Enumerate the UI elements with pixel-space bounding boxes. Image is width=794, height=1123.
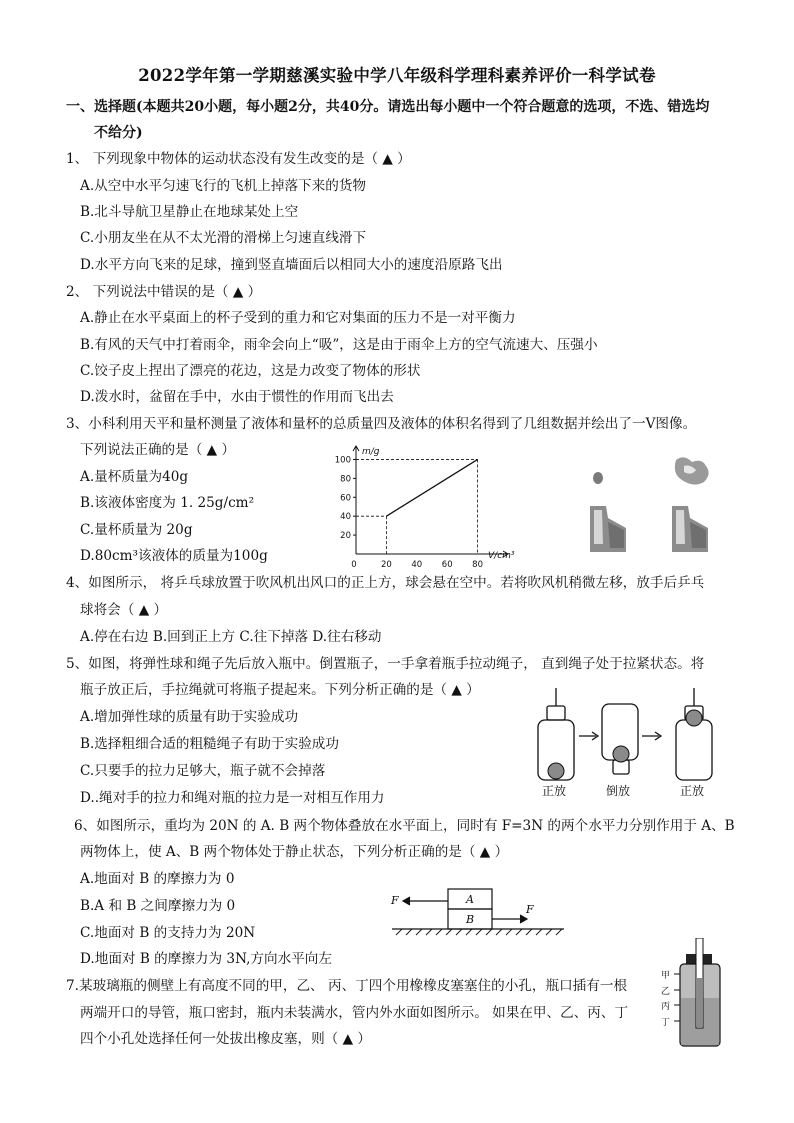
- photo-right: [672, 457, 709, 552]
- q6-option-b: B.A 和 B 之间摩擦力为 0: [80, 898, 236, 914]
- q6-option-a: A.地面对 B 的摩擦力为 0: [80, 871, 235, 887]
- glass-bottle-figure: [660, 938, 730, 1048]
- q6-stem-cont: 两物体上，使 A、B 两个物体处于静止状态，下列分析正确的是（ ▲ ）: [80, 844, 509, 860]
- hole-label: 丁: [661, 1018, 671, 1028]
- q3-stem: 3、小科利用天平和量杯测量了液体和量杯的总质量四及液体的体积名得到了几组数据并绘出了一V图像。: [66, 416, 697, 432]
- bottle-label: 正放: [542, 784, 567, 798]
- q6-option-c: C.地面对 B 的支持力为 20N: [80, 925, 256, 941]
- q4-stem: 4、如图所示， 将乒乓球放置于吹风机出风口的正上方，球会悬在空中。若将吹风机稍微左移，放手后乒乓: [66, 575, 705, 591]
- q1-option-c: C.小朋友坐在从不太光滑的滑梯上匀速直线滑下: [80, 230, 367, 246]
- q3-option-a: A.量杯质量为40g: [80, 469, 189, 485]
- x-tick-label: 80: [472, 560, 484, 570]
- section-heading-cont: 不给分): [94, 125, 143, 141]
- hole-label: 甲: [661, 971, 671, 981]
- page-title: 2022学年第一学期慈溪实验中学八年级科学理科素养评价一科学试卷: [138, 66, 656, 85]
- q4-options: A.停在右边 B.回到正上方 C.往下掉落 D.往右移动: [80, 629, 382, 645]
- q7-stem-cont-2: 四个小孔处选择任何一处拔出橡皮塞，则（ ▲ ）: [80, 1031, 371, 1047]
- section-heading: 一、选择题(本题共20小题，每小题2分，共40分。请选出每小题中一个符合题意的选项，不选、错选均: [66, 99, 710, 115]
- force-label-left: F: [391, 894, 399, 907]
- q3-option-d: D.80cm³该液体的质量为100g: [80, 548, 268, 564]
- q6-option-d: D.地面对 B 的摩擦力为 3N,方向水平向左: [80, 951, 332, 967]
- q3-stem-cont: 下列说法正确的是（ ▲ ）: [80, 442, 236, 458]
- y-axis-label: m/g: [362, 447, 380, 457]
- q1-option-d: D.水平方向飞来的足球，撞到竖直墙面后以相同大小的速度沿原路飞出: [80, 257, 503, 273]
- x-tick-label: 60: [441, 560, 453, 570]
- stacked-blocks-figure: [388, 883, 568, 939]
- y-tick-label: 80: [340, 474, 351, 485]
- bottle-label: 正放: [680, 784, 705, 798]
- hole-label: 丙: [661, 1002, 671, 1012]
- q5-stem-cont: 瓶子放正后，手拉绳就可将瓶子提起来。下列分析正确的是（ ▲ ）: [80, 682, 480, 698]
- y-tick-label: 100: [334, 455, 351, 466]
- y-tick-label: 40: [340, 512, 351, 523]
- q7-stem: 7.某玻璃瓶的侧壁上有高度不同的甲，乙、 丙、丁四个用橡橡皮塞塞住的小孔，瓶口插有一根: [66, 978, 628, 994]
- x-tick-label: 0: [351, 560, 357, 570]
- liquid-pour-photos: [580, 452, 720, 564]
- q1-stem: 1、 下列现象中物体的运动状态没有发生改变的是（ ▲ ）: [66, 151, 411, 167]
- y-tick-label: 60: [340, 493, 351, 504]
- q5-option-d: D..绳对手的拉力和绳对瓶的拉力是一对相互作用力: [80, 790, 385, 806]
- q2-stem: 2、 下列说法中错误的是（ ▲ ）: [66, 284, 262, 300]
- force-label-right: F: [526, 903, 534, 916]
- q7-stem-cont: 两端开口的导管，瓶口密封，瓶内未装满水，管内外水面如图所示。 如果在甲、乙、丙、丁: [80, 1005, 629, 1021]
- q2-option-c: C.饺子皮上捏出了漂亮的花边，这是力改变了物体的形状: [80, 363, 421, 379]
- mass-volume-chart: [320, 440, 530, 570]
- q2-option-d: D.泼水时，盆留在手中，水由于惯性的作用而飞出去: [80, 389, 394, 405]
- block-b-label: B: [466, 913, 475, 926]
- y-tick-label: 20: [340, 531, 351, 542]
- q4-stem-cont: 球将会（ ▲ ）: [80, 602, 168, 618]
- q5-stem: 5、如图，将弹性球和绳子先后放入瓶中。倒置瓶子，一手拿着瓶手拉动绳子， 直到绳子处于拉紧状态。将: [66, 656, 705, 672]
- q5-option-c: C.只要手的拉力足够大，瓶子就不会掉落: [80, 763, 326, 779]
- q3-option-b: B.该液体密度为 1. 25g/cm²: [80, 495, 255, 511]
- x-tick-label: 20: [380, 560, 392, 570]
- hole-label: 乙: [661, 987, 671, 997]
- q5-option-a: A.增加弹性球的质量有助于实验成功: [80, 709, 299, 725]
- q3-option-c: C.量杯质量为 20g: [80, 522, 193, 538]
- x-tick-label: 40: [411, 560, 423, 570]
- q1-option-a: A.从空中水平匀速飞行的飞机上掉落下来的货物: [80, 178, 367, 194]
- q6-stem: 6、如图所示，重均为 20N 的 A. B 两个物体叠放在水平面上，同时有 F=3N 的两个水平力分别作用于 A、B: [74, 818, 735, 834]
- series-line: [386, 459, 477, 516]
- bottle-experiment-figure: [528, 688, 728, 804]
- x-axis-label: V/cm³: [488, 551, 515, 561]
- q1-option-b: B.北斗导航卫星静止在地球某处上空: [80, 204, 299, 220]
- q5-option-b: B.选择粗细合适的粗糙绳子有助于实验成功: [80, 736, 339, 752]
- bottle-label: 倒放: [606, 784, 631, 798]
- block-a-label: A: [466, 893, 474, 906]
- q2-option-a: A.静止在水平桌面上的杯子受到的重力和它对集面的压力不是一对平衡力: [80, 310, 516, 326]
- q2-option-b: B.有风的天气中打着雨伞，雨伞会向上“吸”，这是由于雨伞上方的空气流速大、压强小: [80, 337, 598, 353]
- photo-left: [590, 472, 626, 552]
